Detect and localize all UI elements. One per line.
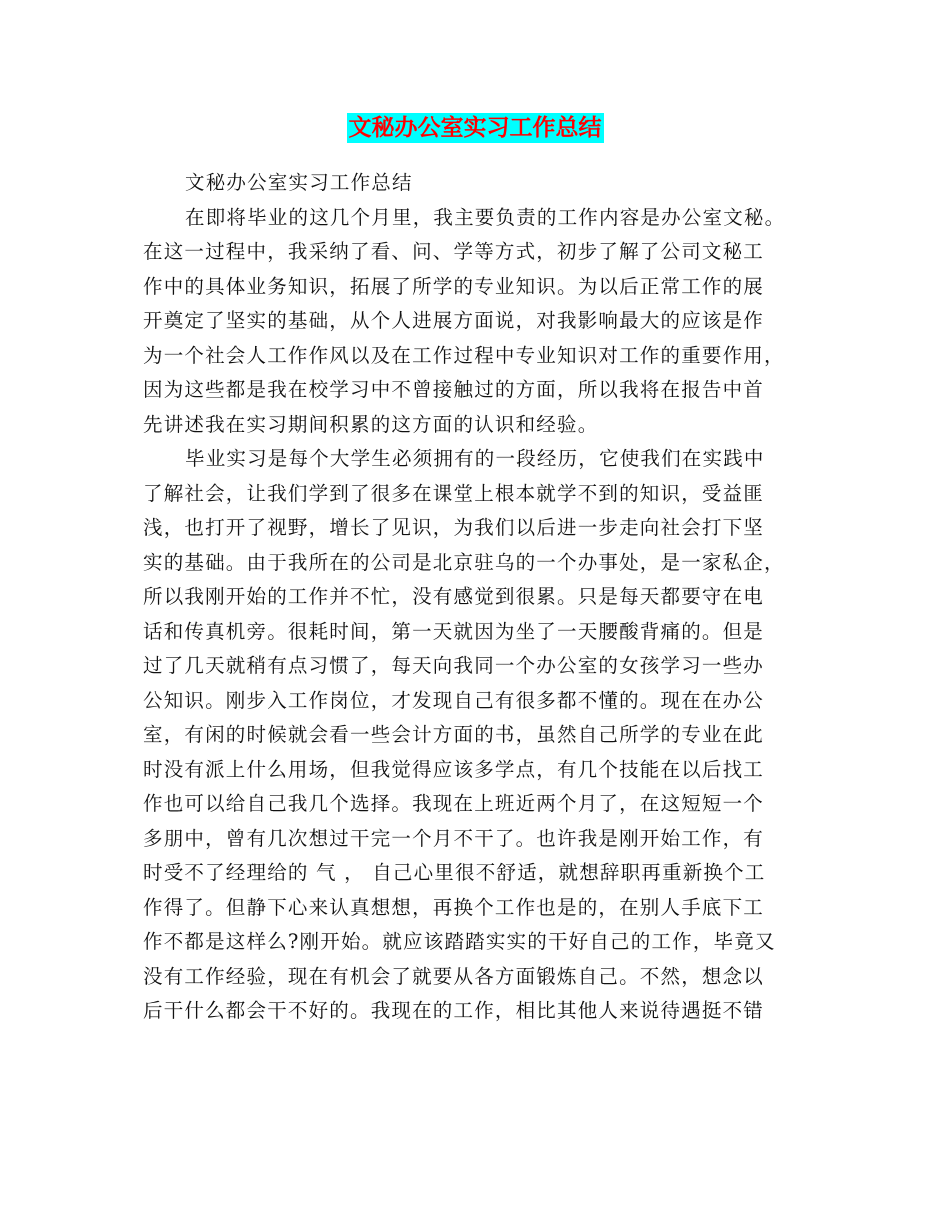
paragraph-line: 作不都是这样么?刚开始。就应该踏踏实实的干好自己的工作，毕竟又 <box>143 930 776 953</box>
paragraph-line: 作得了。但静下心来认真想想，再换个工作也是的，在别人手底下工 <box>143 895 765 919</box>
document-body <box>143 166 808 1029</box>
paragraph-line: 开奠定了坚实的基础，从个人进展方面说，对我影响最大的应该是作 <box>143 309 765 332</box>
paragraph-line: 浅，也打开了视野，增长了见识，为我们以后进一步走向社会打下坚 <box>143 516 765 539</box>
paragraph-line: 公知识。刚步入工作岗位，才发现自己有很多都不懂的。现在在办公 <box>143 688 765 712</box>
paragraph-line: 后干什么都会干不好的。我现在的工作，相比其他人来说待遇挺不错 <box>143 999 765 1022</box>
subtitle-line: 文秘办公室实习工作总结 <box>185 171 413 194</box>
paragraph-line: 在即将毕业的这几个月里，我主要负责的工作内容是办公室文秘。 <box>185 205 786 229</box>
paragraph-line: 所以我刚开始的工作并不忙，没有感觉到很累。只是每天都要守在电 <box>143 585 765 608</box>
paragraph-line: 先讲述我在实习期间积累的这方面的认识和经验。 <box>143 412 599 436</box>
paragraph-line: 作也可以给自己我几个选择。我现在上班近两个月了，在这短短一个 <box>143 792 765 815</box>
paragraph-line: 毕业实习是每个大学生必须拥有的一段经历，它使我们在实践中 <box>185 447 765 470</box>
title-container <box>0 113 950 143</box>
paragraph-line: 时没有派上什么用场，但我觉得应该多学点，有几个技能在以后找工 <box>143 757 765 781</box>
paragraph-line: 在这一过程中，我采纳了看、问、学等方式，初步了解了公司文秘工 <box>143 240 765 263</box>
paragraph-line: 时受不了经理给的 气 ， 自己心里很不舒适，就想辞职再重新换个工 <box>143 861 766 884</box>
paragraph-line: 实的基础。由于我所在的公司是北京驻乌的一个办事处，是一家私企， <box>143 550 785 574</box>
paragraph-line: 因为这些都是我在校学习中不曾接触过的方面，所以我将在报告中首 <box>143 378 765 401</box>
paragraph-line: 过了几天就稍有点习惯了，每天向我同一个办公室的女孩学习一些办 <box>143 654 765 677</box>
paragraph-line: 了解社会，让我们学到了很多在课堂上根本就学不到的知识，受益匪 <box>143 481 765 505</box>
paragraph-line: 没有工作经验，现在有机会了就要从各方面锻炼自己。不然，想念以 <box>143 964 765 988</box>
paragraph-line: 多朋中，曾有几次想过干完一个月不干了。也许我是刚开始工作，有 <box>143 826 765 850</box>
paragraph-line: 话和传真机旁。很耗时间，第一天就因为坐了一天腰酸背痛的。但是 <box>143 619 765 643</box>
paragraph-line: 为一个社会人工作作风以及在工作过程中专业知识对工作的重要作用， <box>143 343 785 367</box>
paragraph-line: 作中的具体业务知识，拓展了所学的专业知识。为以后正常工作的展 <box>143 274 765 298</box>
paragraph-line: 室，有闲的时候就会看一些会计方面的书，虽然自己所学的专业在此 <box>143 723 765 746</box>
document-title: 文秘办公室实习工作总结 <box>348 115 602 141</box>
